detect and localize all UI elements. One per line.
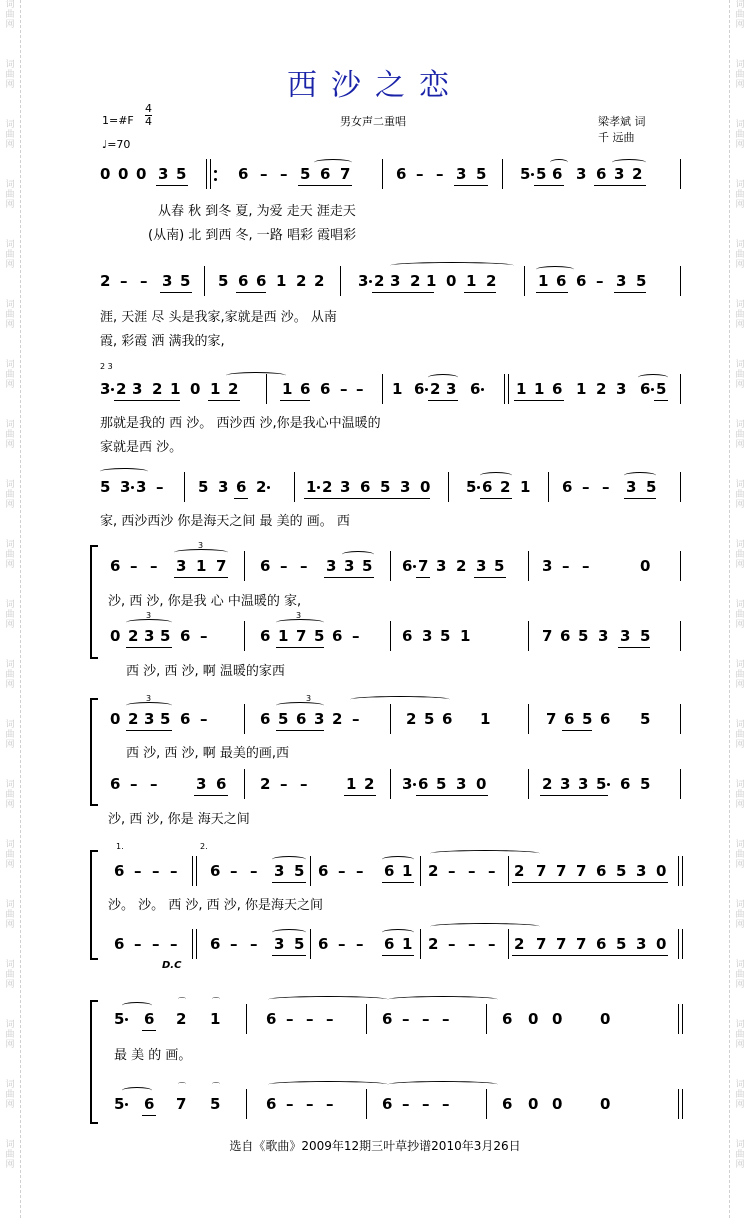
watermark-group: 词 曲 网: [5, 300, 15, 330]
lyrics-s2-l1: 涯, 天涯 尽 头是我家,家就是西 沙。 从南: [100, 310, 337, 325]
lyrics-s1-l1: 从春 秋 到冬 夏, 为爱 走天 涯走天: [158, 204, 356, 219]
watermark-group: 词 曲 网: [5, 240, 15, 270]
watermark-group: 词 曲 网: [735, 60, 745, 90]
lyrics-s1-l2: (从南) 北 到西 冬, 一路 唱彩 霞唱彩: [148, 228, 357, 243]
staff-system-5-upper: 6 – – 3 1 7 3 6 – – 3 3 5 6 7 3 2 3 5 3 – – 0: [100, 557, 680, 585]
watermark-group: 词 曲 网: [735, 780, 745, 810]
duet-brace-3: [90, 850, 98, 960]
lyrics-s5-l1: 沙, 西 沙, 你是我 心 中温暖的 家,: [108, 594, 302, 609]
lyrics-s6-l1: 西 沙, 西 沙, 啊 最美的画,西: [126, 746, 290, 761]
lyrics-s8-l1: 最 美 的 画。: [114, 1048, 192, 1063]
song-title: 西沙之恋: [287, 68, 463, 103]
lyrics-s4-l1: 家, 西沙西沙 你是海天之间 最 美的 画。 西: [100, 514, 350, 529]
time-top: 4: [145, 102, 152, 115]
staff-system-4: 5 3 3 – 5 3 6 2 1 2 3 6 5 3 0 5 6 2 1 6 – – 3 5: [100, 478, 680, 506]
volta-marking: 2 3: [100, 362, 113, 371]
staff-system-7-upper: 6 – – – 6 – – 3 5 6 – – 6 1 2 – – – 2 7 7 7 6 5 3 0: [100, 862, 680, 890]
watermark-group: 词 曲 网: [5, 180, 15, 210]
performance-note: 男女声二重唱: [340, 115, 406, 128]
watermark-group: 词 曲 网: [5, 1080, 15, 1110]
duet-brace-4: [90, 1000, 98, 1124]
right-margin-line: [729, 0, 730, 1218]
lyrics-s5-l2: 西 沙, 西 沙, 啊 温暖的家西: [126, 664, 285, 679]
staff-system-8-lower: 5 6 7 5 ⌒ ⌒ 6 – – – 6 – – – 6 0 0 0: [100, 1095, 680, 1123]
watermark-group: 词 曲 网: [5, 780, 15, 810]
staff-system-7-lower: 6 – – – 6 – – 3 5 6 – – 6 1 2 – – – 2 7 7 7 6 5 3 0: [100, 935, 680, 963]
watermark-group: 词 曲 网: [5, 720, 15, 750]
watermark-group: 词 曲 网: [735, 540, 745, 570]
watermark-group: 词 曲 网: [735, 960, 745, 990]
watermark-group: 词 曲 网: [5, 600, 15, 630]
watermark-group: 词 曲 网: [5, 0, 15, 30]
duet-brace: [90, 545, 98, 659]
composer-credit: 千 远曲: [598, 131, 635, 144]
dc-marking: D.C: [162, 960, 182, 971]
watermark-group: 词 曲 网: [5, 480, 15, 510]
staff-system-6-upper: 0 2 3 5 6 – 3 6 5 6 3 2 – 3 2 5 6 1 7 6 5 6 5: [100, 710, 680, 738]
watermark-group: 词 曲 网: [5, 900, 15, 930]
watermark-group: 词 曲 网: [735, 1080, 745, 1110]
watermark-group: 词 曲 网: [5, 60, 15, 90]
staff-system-1: 0 0 0 3 5 6 – – 5 6 7 6 – – 3 5 5 5 6 3 6 3 2: [100, 165, 680, 193]
watermark-group: 词 曲 网: [5, 840, 15, 870]
watermark-group: 词 曲 网: [735, 300, 745, 330]
watermark-group: 词 曲 网: [735, 1020, 745, 1050]
watermark-group: 词 曲 网: [5, 420, 15, 450]
key-signature: 1=#F: [102, 114, 134, 127]
lyrics-s3-l2: 家就是西 沙。: [100, 440, 183, 455]
watermark-group: 词 曲 网: [735, 1140, 745, 1170]
tempo-marking: ♩=70: [102, 138, 131, 151]
watermark-right: [733, 0, 747, 1218]
left-margin-line: [20, 0, 21, 1218]
watermark-left: [3, 0, 17, 1218]
source-footnote: 选自《歌曲》2009年12期三叶草抄谱2010年3月26日: [229, 1139, 521, 1153]
watermark-group: 词 曲 网: [5, 660, 15, 690]
watermark-group: 词 曲 网: [735, 840, 745, 870]
watermark-group: 词 曲 网: [735, 180, 745, 210]
time-bottom: 4: [145, 115, 152, 128]
lyrics-s7-l1: 沙。 沙。 西 沙, 西 沙, 你是海天之间: [108, 898, 324, 913]
watermark-group: 词 曲 网: [5, 540, 15, 570]
duet-brace-2: [90, 698, 98, 806]
lyrics-s6-l2: 沙, 西 沙, 你是 海天之间: [108, 812, 250, 827]
watermark-group: 词 曲 网: [735, 420, 745, 450]
watermark-group: 词 曲 网: [735, 0, 745, 30]
staff-system-6-lower: 6 – – 3 6 2 – – 1 2 3 6 5 3 0 2 3 3 5 6 5: [100, 775, 680, 803]
watermark-group: 词 曲 网: [735, 120, 745, 150]
lyricist-credit: 梁孝斌 词: [598, 115, 646, 128]
watermark-group: 词 曲 网: [5, 1140, 15, 1170]
staff-system-3: 3 2 3 2 1 0 1 2 1 6 6 – – 1 6 2 3 6 1 1 6 1 2 3 6 5: [100, 380, 680, 408]
watermark-group: 词 曲 网: [5, 1020, 15, 1050]
watermark-group: 词 曲 网: [5, 360, 15, 390]
time-signature: [145, 103, 152, 128]
volta-2-label: 2.: [200, 842, 208, 851]
lyrics-s3-l1: 那就是我的 西 沙。 西沙西 沙,你是我心中温暖的: [100, 416, 381, 431]
watermark-group: 词 曲 网: [735, 480, 745, 510]
watermark-group: 词 曲 网: [735, 660, 745, 690]
watermark-group: 词 曲 网: [5, 960, 15, 990]
lyrics-s2-l2: 霞, 彩霞 洒 满我的家,: [100, 334, 225, 349]
staff-system-2: 2 – – 3 5 5 6 6 1 2 2 3 2 3 2 1 0 1 2 1 6 6 – 3 5: [100, 272, 680, 300]
staff-system-8-upper: 5 6 2 1 ⌒ ⌒ 6 – – – 6 – – – 6 0 0 0: [100, 1010, 680, 1038]
watermark-group: 词 曲 网: [735, 900, 745, 930]
watermark-group: 词 曲 网: [735, 600, 745, 630]
watermark-group: 词 曲 网: [735, 720, 745, 750]
watermark-group: 词 曲 网: [735, 360, 745, 390]
volta-1-label: 1.: [116, 842, 124, 851]
watermark-group: 词 曲 网: [735, 240, 745, 270]
staff-system-5-lower: 0 2 3 5 6 – 3 6 1 7 5 6 – 3 6 3 5 1 7 6 5 3 3 5: [100, 627, 680, 655]
watermark-group: 词 曲 网: [5, 120, 15, 150]
